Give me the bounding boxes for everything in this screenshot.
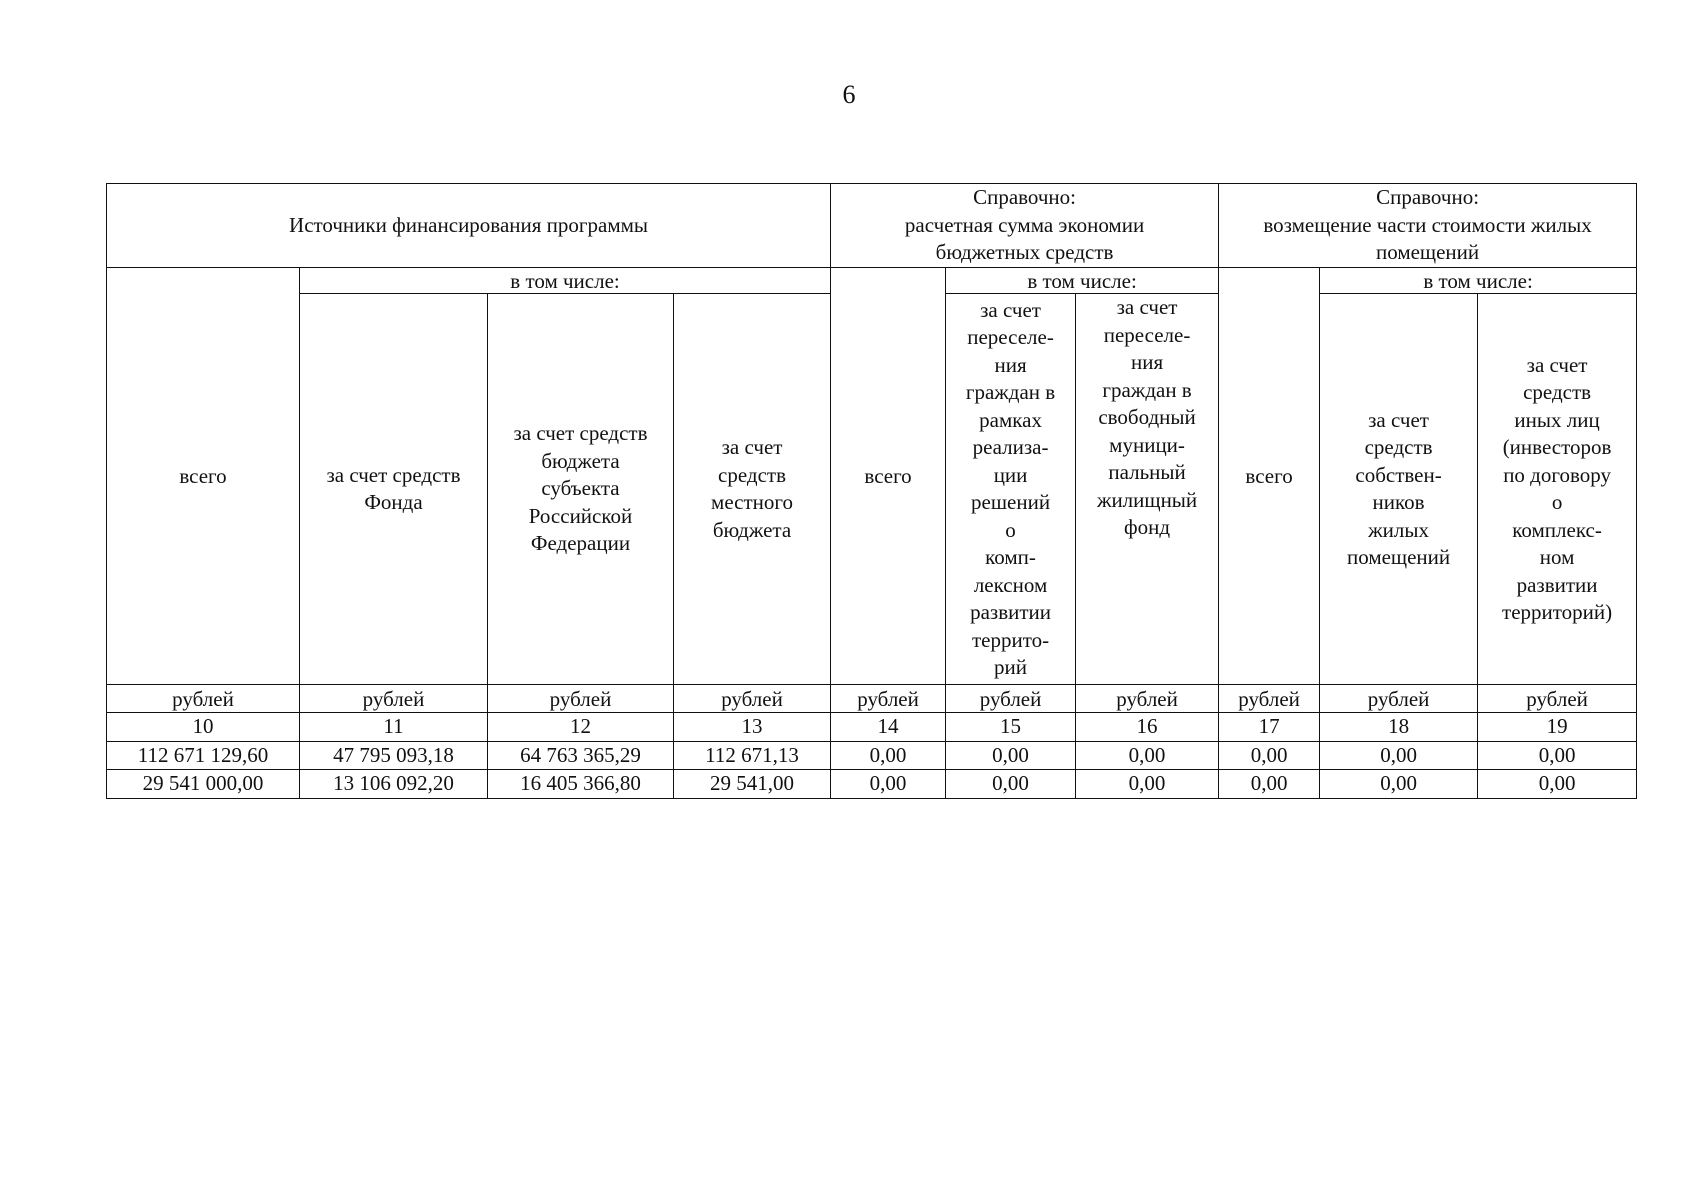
column-number: 13 <box>674 713 831 742</box>
including-label-savings: в том числе: <box>946 268 1219 294</box>
column-number: 15 <box>946 713 1076 742</box>
table-cell: 64 763 365,29 <box>488 741 674 770</box>
unit-cell: рублей <box>300 685 488 713</box>
financing-table <box>106 183 1637 799</box>
reference-savings-header: Справочно: расчетная сумма экономии бюджетных средств <box>831 184 1219 268</box>
column-number: 18 <box>1320 713 1478 742</box>
table-cell: 16 405 366,80 <box>488 770 674 799</box>
col-18-header: за счет средств собствен- ников жилых помещений <box>1320 294 1478 685</box>
column-number: 17 <box>1219 713 1320 742</box>
unit-cell: рублей <box>674 685 831 713</box>
col-16-header: за счет переселе- ния граждан в свободный муници- пальный жилищный фонд <box>1076 294 1219 685</box>
col-15-header: за счет переселе- ния граждан в рамках реализа- ции решений о комп- лексном развитии террито- рий <box>946 294 1076 685</box>
column-number: 11 <box>300 713 488 742</box>
sources-title: Источники финансирования программы <box>107 184 831 268</box>
column-number: 10 <box>107 713 300 742</box>
including-label-compensation: в том числе: <box>1320 268 1637 294</box>
column-number: 12 <box>488 713 674 742</box>
table-cell: 0,00 <box>1320 741 1478 770</box>
table-cell: 0,00 <box>831 741 946 770</box>
col-17-header: всего <box>1219 268 1320 685</box>
col-12-header: за счет средств бюджета субъекта Российской Федерации <box>488 294 674 685</box>
table-cell: 0,00 <box>1076 770 1219 799</box>
unit-cell: рублей <box>488 685 674 713</box>
page-number: 6 <box>842 80 856 109</box>
col-13-header: за счет средств местного бюджета <box>674 294 831 685</box>
table-cell: 0,00 <box>1219 770 1320 799</box>
unit-cell: рублей <box>1320 685 1478 713</box>
unit-cell: рублей <box>1478 685 1637 713</box>
table-cell: 47 795 093,18 <box>300 741 488 770</box>
table-cell: 13 106 092,20 <box>300 770 488 799</box>
unit-cell: рублей <box>946 685 1076 713</box>
table-row <box>107 770 1637 799</box>
including-label-sources: в том числе: <box>300 268 831 294</box>
table-cell: 0,00 <box>946 741 1076 770</box>
reference-compensation-header: Справочно: возмещение части стоимости жилых помещений <box>1219 184 1637 268</box>
col-14-header: всего <box>831 268 946 685</box>
unit-cell: рублей <box>1076 685 1219 713</box>
table-row <box>107 741 1637 770</box>
unit-cell: рублей <box>1219 685 1320 713</box>
table-cell: 29 541,00 <box>674 770 831 799</box>
table-cell: 112 671 129,60 <box>107 741 300 770</box>
unit-cell: рублей <box>107 685 300 713</box>
table-cell: 0,00 <box>946 770 1076 799</box>
unit-cell: рублей <box>831 685 946 713</box>
column-number: 19 <box>1478 713 1637 742</box>
table-cell: 0,00 <box>1219 741 1320 770</box>
col-10-header: всего <box>107 268 300 685</box>
table-cell: 112 671,13 <box>674 741 831 770</box>
col-19-header: за счет средств иных лиц (инвесторов по договору о комплекс- ном развитии территорий) <box>1478 294 1637 685</box>
table-cell: 0,00 <box>831 770 946 799</box>
table-cell: 0,00 <box>1478 741 1637 770</box>
column-numbers-row <box>107 713 1637 742</box>
table-cell: 0,00 <box>1076 741 1219 770</box>
col-11-header: за счет средств Фонда <box>300 294 488 685</box>
column-number: 16 <box>1076 713 1219 742</box>
units-row <box>107 685 1637 713</box>
table-cell: 29 541 000,00 <box>107 770 300 799</box>
table-cell: 0,00 <box>1320 770 1478 799</box>
table-cell: 0,00 <box>1478 770 1637 799</box>
column-number: 14 <box>831 713 946 742</box>
